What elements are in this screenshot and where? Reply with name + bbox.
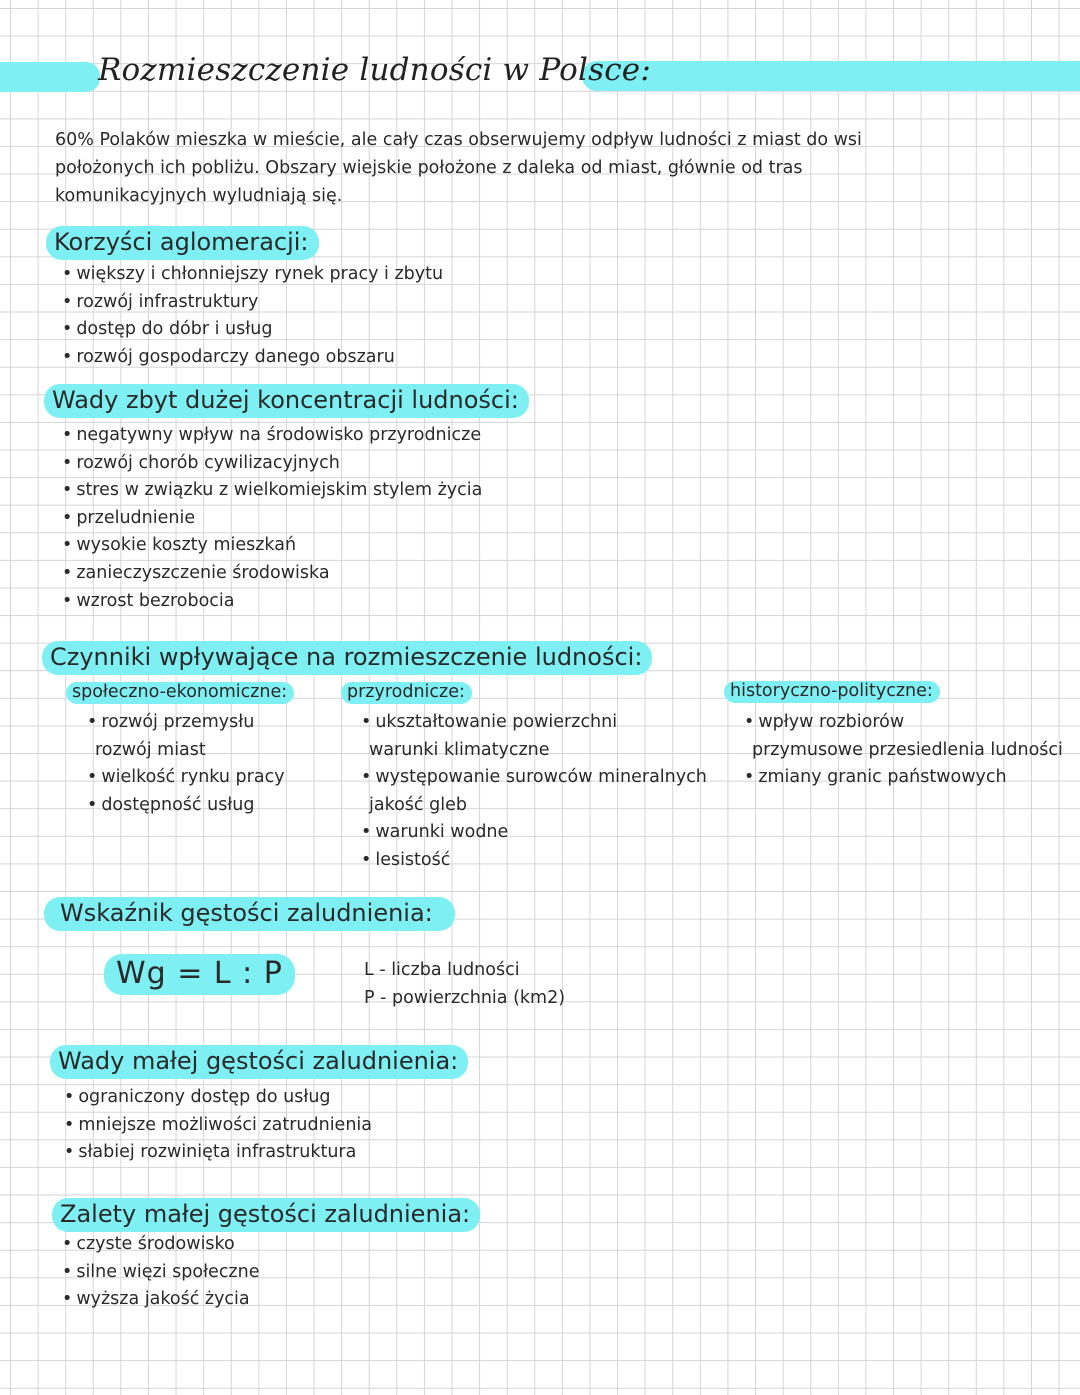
list-wady-koncentracji [62,422,482,615]
intro-paragraph: 60% Polaków mieszka w mieście, ale cały czas obserwujemy odpływ ludności z miast do wsi położonych ich pobliżu. Obszary wiejskie położone z daleka od miast, głównie od tras komunikacyjnych wyludniają się. [55,130,862,206]
page-title: Rozmieszczenie ludności w Polsce: [98,52,651,88]
formula-legend [364,956,565,1012]
list-item: • słabiej rozwinięta infrastruktura [64,1139,372,1167]
list-item: • lesistość [361,847,707,875]
list-item: • rozwój chorób cywilizacyjnych [62,450,482,478]
list-item: • rozwój przemysłu [87,709,285,737]
section-heading-czynniki: Czynniki wpływające na rozmieszczenie ludności: [42,641,652,675]
list-zalety-malej [62,1231,259,1314]
column-heading-spoleczno: społeczno-ekonomiczne: [66,682,294,704]
legend-item-p: P - powierzchnia (km2) [364,988,566,1008]
section-heading-zalety-malej: Zalety małej gęstości zaludnienia: [52,1198,480,1232]
list-item: • ograniczony dostęp do usług [64,1084,372,1112]
title-highlight-right [582,61,1080,91]
list-item: • wzrost bezrobocia [62,588,482,616]
list-item: • wysokie koszty mieszkań [62,532,482,560]
list-item: • silne więzi społeczne [62,1259,259,1287]
list-item: • mniejsze możliwości zatrudnienia [64,1112,372,1140]
list-historyczno [744,709,1063,792]
section-heading-wskaznik: Wskaźnik gęstości zaludnienia: [44,897,455,931]
list-item: • negatywny wpływ na środowisko przyrodnicze [62,422,482,450]
list-wady-malej [64,1084,372,1167]
list-item: • warunki wodne [361,819,707,847]
list-item: • dostęp do dóbr i usług [62,316,443,344]
list-item: • wyższa jakość życia [62,1286,259,1314]
list-item: • dostępność usług [87,792,285,820]
column-heading-historyczno: historyczno-polityczne: [724,681,940,703]
list-korzysci [62,261,443,371]
section-heading-wady-koncentracji: Wady zbyt dużej koncentracji ludności: [44,384,529,418]
section-heading-korzysci: Korzyści aglomeracji: [46,226,319,260]
density-formula: Wg = L : P [104,954,295,995]
list-spoleczno [87,709,285,819]
list-item: • wpływ rozbiorów [744,709,1063,737]
list-item: • rozwój gospodarczy danego obszaru [62,344,443,372]
list-item: przymusowe przesiedlenia ludności [752,739,1063,760]
column-heading-przyrodnicze: przyrodnicze: [341,682,472,704]
title-highlight-left [0,62,100,92]
list-przyrodnicze [361,709,707,875]
list-item: • czyste środowisko [62,1231,259,1259]
list-item: • zanieczyszczenie środowiska [62,560,482,588]
section-heading-wady-malej: Wady małej gęstości zaludnienia: [50,1045,468,1079]
list-item: • większy i chłonniejszy rynek pracy i zbytu [62,261,443,289]
list-item: warunki klimatyczne [369,739,550,760]
legend-item-l: L - liczba ludności [364,960,520,980]
list-item: • występowanie surowców mineralnych [361,764,707,792]
list-item: rozwój miast [95,739,206,760]
list-item: • przeludnienie [62,505,482,533]
list-item: • ukształtowanie powierzchni [361,709,707,737]
list-item: • rozwój infrastruktury [62,289,443,317]
list-item: • zmiany granic państwowych [744,764,1063,792]
list-item: • wielkość rynku pracy [87,764,285,792]
list-item: jakość gleb [369,794,467,815]
list-item: • stres w związku z wielkomiejskim stylem życia [62,477,482,505]
